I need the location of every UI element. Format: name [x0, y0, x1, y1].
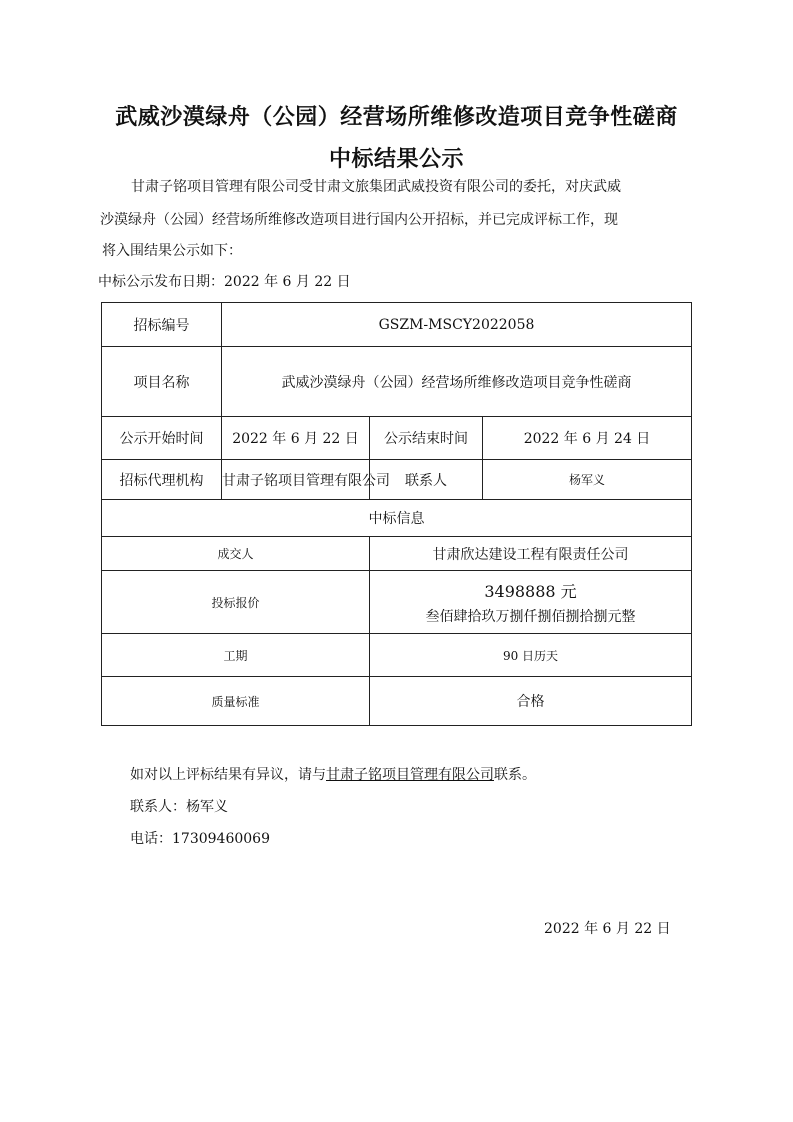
bid-number-value: GSZM-MSCY2022058	[222, 303, 692, 347]
start-time-label: 公示开始时间	[102, 417, 222, 460]
objection-company: 甘肃子铭项目管理有限公司	[326, 767, 494, 783]
bid-number-label: 招标编号	[102, 303, 222, 347]
winning-info-header: 中标信息	[102, 500, 692, 537]
quality-value: 合格	[370, 677, 692, 726]
intro-line-1: 甘肃子铭项目管理有限公司受甘肃文旅集团武威投资有限公司的委托，对庆武威	[131, 179, 621, 195]
contact-label: 联系人	[370, 460, 483, 500]
start-time-value: 2022 年 6 月 22 日	[222, 417, 370, 460]
document-title-line1: 武威沙漠绿舟（公园）经营场所维修改造项目竞争性磋商	[115, 105, 678, 130]
bid-price-capital: 叁佰肆拾玖万捌仟捌佰捌拾捌元整	[425, 608, 636, 625]
bid-price-label: 投标报价	[102, 571, 370, 634]
quality-label: 质量标准	[102, 677, 370, 726]
project-name-value: 武威沙漠绿舟（公园）经营场所维修改造项目竞争性磋商	[222, 347, 692, 417]
intro-line-3: 将入围结果公示如下：	[102, 243, 242, 259]
contact-person: 联系人：杨军义	[130, 799, 228, 815]
publish-date: 中标公示发布日期：2022 年 6 月 22 日	[98, 274, 351, 290]
project-name-label: 项目名称	[102, 347, 222, 417]
winner-label: 成交人	[102, 537, 370, 571]
period-value: 90 日历天	[370, 634, 692, 677]
result-table	[101, 302, 692, 726]
agency-value: 甘肃子铭项目管理有限公司	[222, 460, 370, 500]
intro-line-2: 沙漠绿舟（公园）经营场所维修改造项目进行国内公开招标，并已完成评标工作，现	[100, 212, 618, 228]
contact-phone: 电话：17309460069	[130, 831, 270, 847]
winner-value: 甘肃欣达建设工程有限责任公司	[370, 537, 692, 571]
document-title-line2: 中标结果公示	[328, 147, 464, 172]
bid-price-value: 3498888 元	[484, 581, 577, 601]
end-time-value: 2022 年 6 月 24 日	[483, 417, 692, 460]
period-label: 工期	[102, 634, 370, 677]
contact-value: 杨军义	[483, 460, 692, 500]
signature-date: 2022 年 6 月 22 日	[544, 921, 671, 937]
objection-suffix: 联系。	[494, 767, 536, 783]
agency-label: 招标代理机构	[102, 460, 222, 500]
objection-prefix: 如对以上评标结果有异议，请与	[130, 767, 326, 783]
bid-price-cell	[370, 571, 692, 634]
objection-note	[130, 768, 536, 782]
end-time-label: 公示结束时间	[370, 417, 483, 460]
